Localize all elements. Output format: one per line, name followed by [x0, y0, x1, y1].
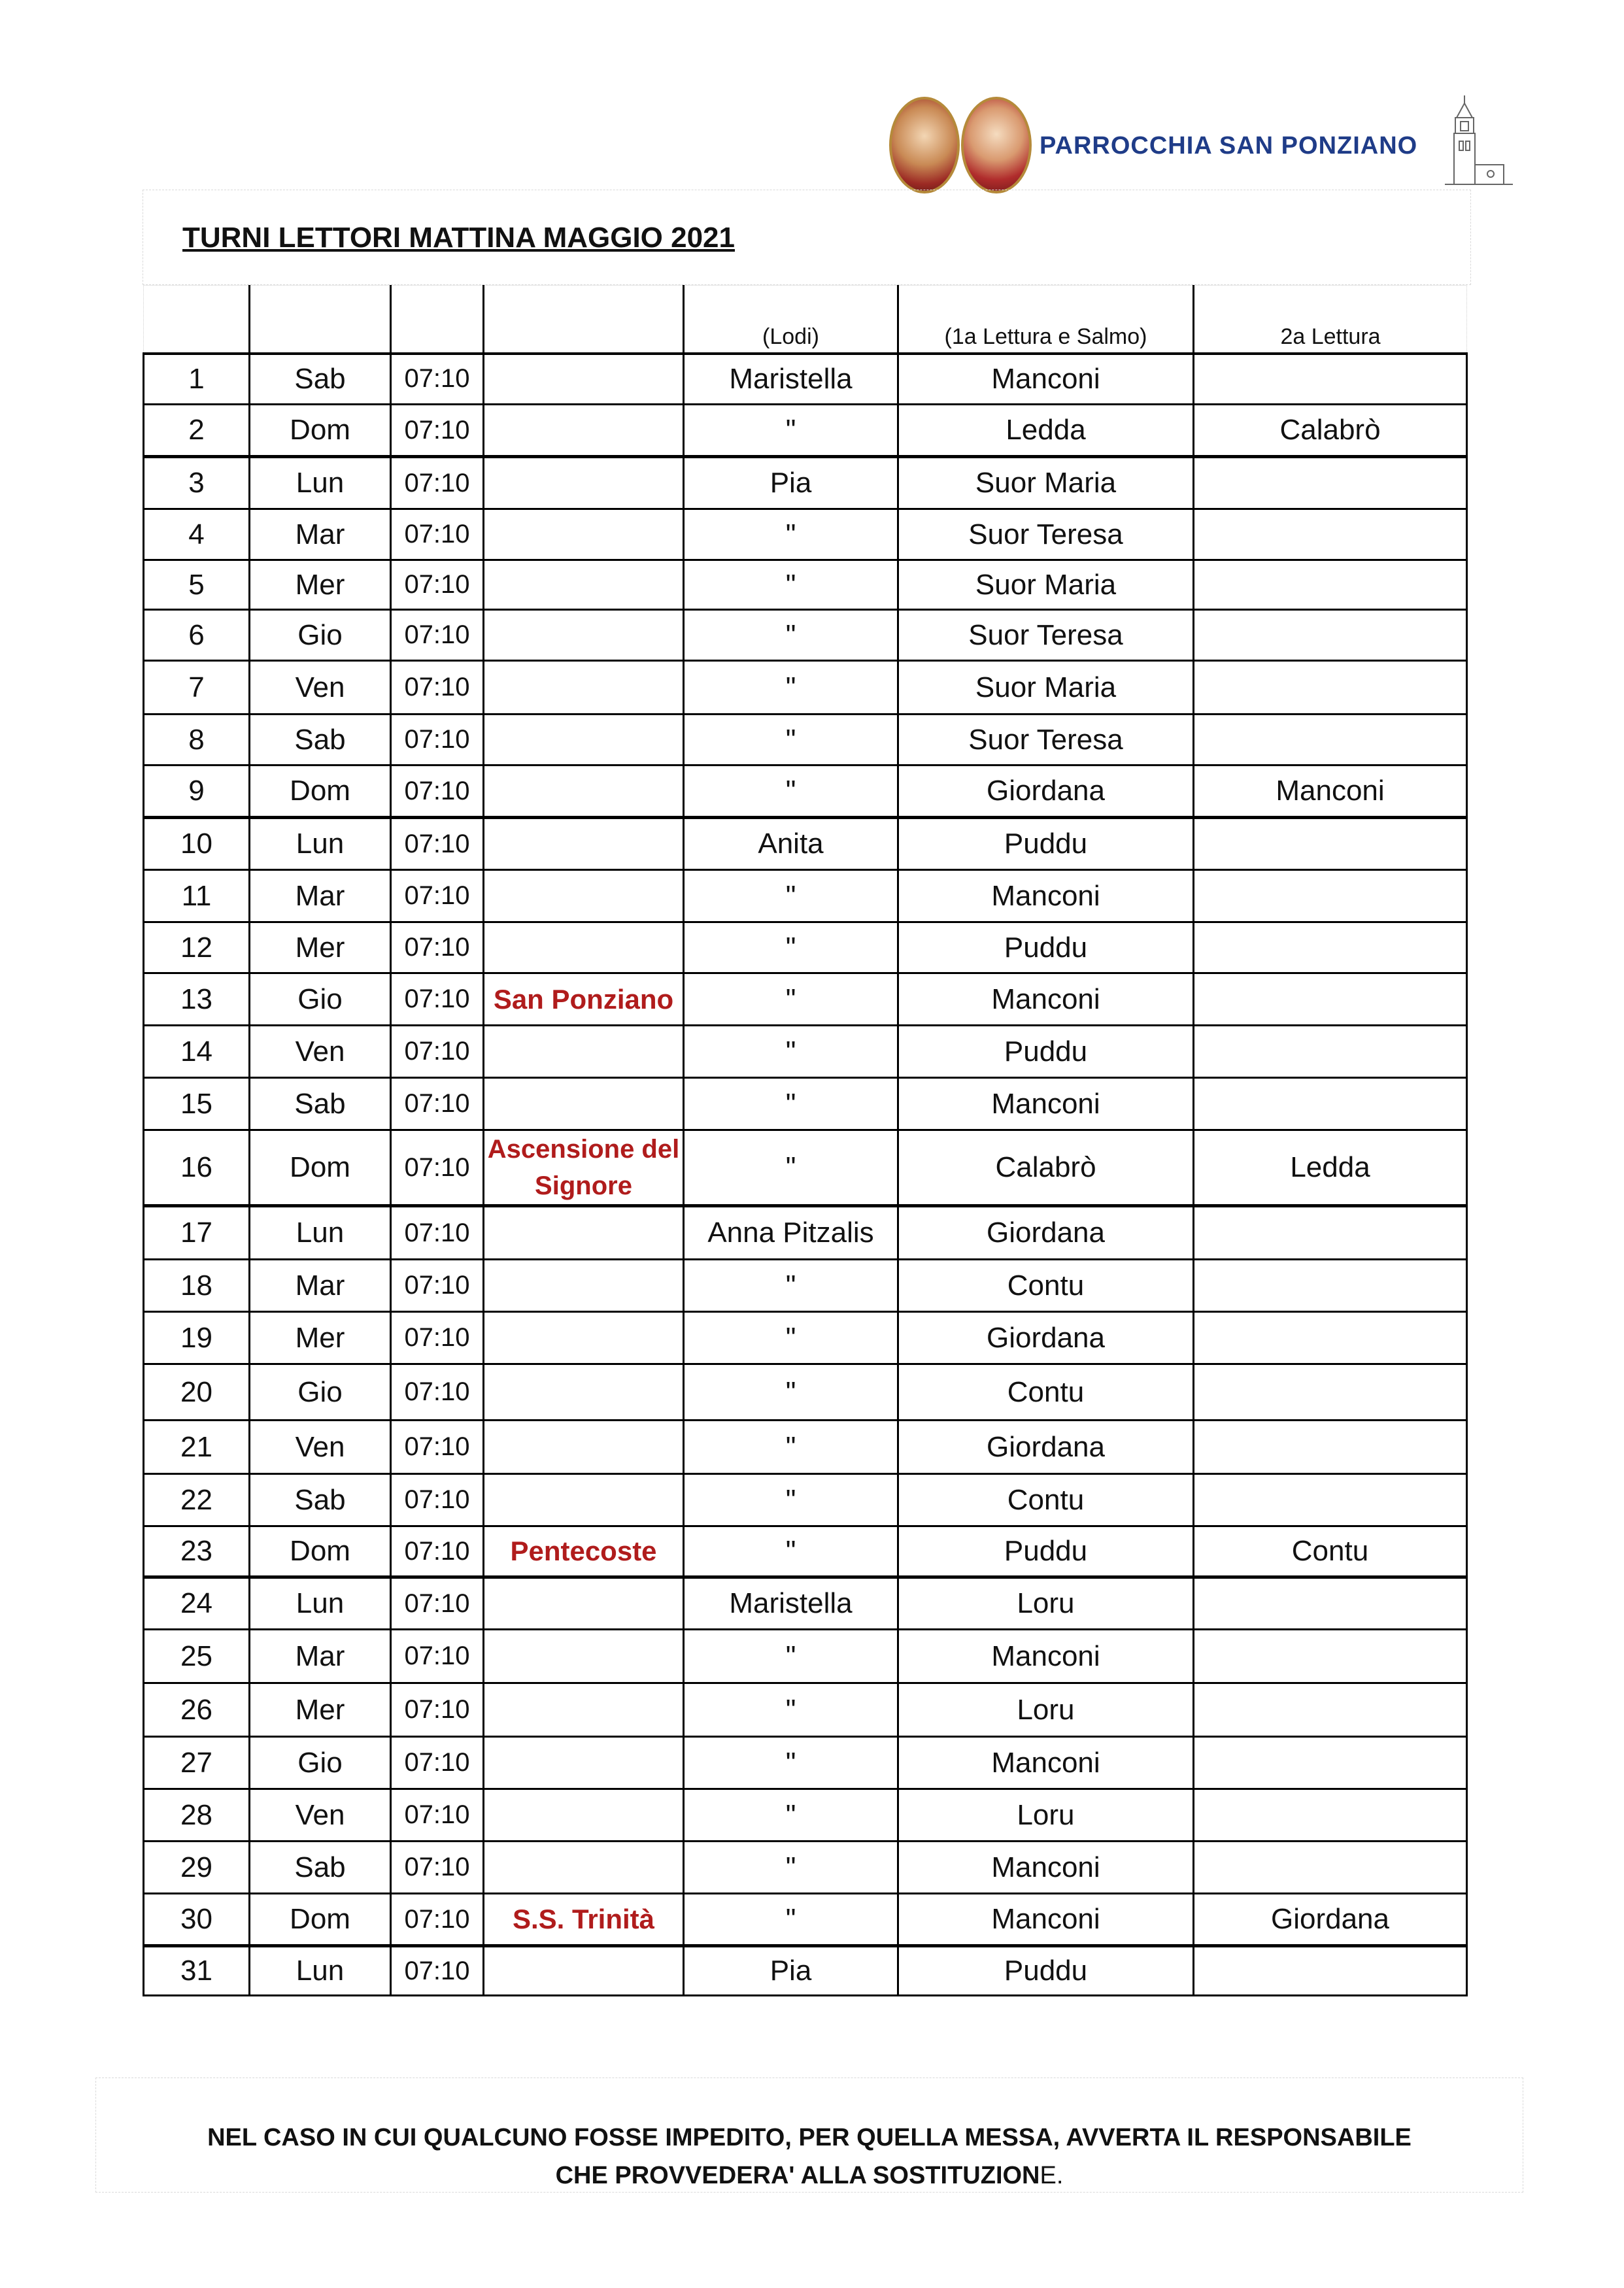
day-number: 15 — [144, 1078, 250, 1130]
lodi-reader: " — [684, 405, 898, 457]
feast-name — [484, 1630, 684, 1683]
day-number: 19 — [144, 1312, 250, 1364]
first-reading-reader: Loru — [898, 1577, 1194, 1630]
first-reading-reader: Manconi — [898, 973, 1194, 1026]
first-reading-reader: Loru — [898, 1789, 1194, 1842]
weekday: Ven — [250, 1026, 391, 1078]
lodi-reader: " — [684, 1737, 898, 1789]
second-reading-reader — [1194, 1364, 1467, 1421]
table-row — [144, 765, 1467, 818]
feast-name — [484, 765, 684, 818]
table-row — [144, 560, 1467, 610]
mass-time: 07:10 — [391, 509, 484, 560]
second-reading-reader — [1194, 715, 1467, 765]
lodi-reader: " — [684, 1260, 898, 1312]
column-header — [144, 286, 250, 354]
mass-time: 07:10 — [391, 1312, 484, 1364]
feast-name — [484, 1737, 684, 1789]
day-number: 29 — [144, 1842, 250, 1894]
lodi-reader: Anita — [684, 818, 898, 870]
mass-time: 07:10 — [391, 610, 484, 661]
weekday: Mer — [250, 1683, 391, 1737]
first-reading-reader: Suor Maria — [898, 457, 1194, 509]
mass-time: 07:10 — [391, 1737, 484, 1789]
feast-name — [484, 1683, 684, 1737]
second-reading-reader — [1194, 870, 1467, 922]
footer-note — [96, 2119, 1523, 2195]
lodi-reader: Pia — [684, 457, 898, 509]
lodi-reader: " — [684, 1364, 898, 1421]
weekday: Dom — [250, 405, 391, 457]
saint-medallion-icon — [961, 97, 1032, 193]
first-reading-reader: Suor Teresa — [898, 610, 1194, 661]
first-reading-reader: Giordana — [898, 1206, 1194, 1260]
lodi-reader: " — [684, 661, 898, 715]
bell-tower-icon — [1445, 92, 1517, 190]
weekday: Mar — [250, 509, 391, 560]
first-reading-reader: Suor Teresa — [898, 715, 1194, 765]
second-reading-reader — [1194, 973, 1467, 1026]
feast-name — [484, 354, 684, 405]
weekday: Lun — [250, 1577, 391, 1630]
feast-name — [484, 1946, 684, 1996]
day-number: 18 — [144, 1260, 250, 1312]
note-line-2: CHE PROVVEDERA' ALLA SOSTITUZION — [555, 2162, 1040, 2189]
note-line-2-tail: E. — [1040, 2162, 1064, 2189]
first-reading-reader: Calabrò — [898, 1130, 1194, 1206]
second-reading-reader: Giordana — [1194, 1894, 1467, 1946]
mass-time: 07:10 — [391, 1789, 484, 1842]
mass-time: 07:10 — [391, 1364, 484, 1421]
parish-name: PARROCCHIA SAN PONZIANO — [1040, 132, 1418, 160]
second-reading-reader: Contu — [1194, 1526, 1467, 1577]
first-reading-reader: Contu — [898, 1260, 1194, 1312]
feast-name — [484, 457, 684, 509]
weekday: Lun — [250, 457, 391, 509]
lodi-reader: " — [684, 1130, 898, 1206]
feast-name — [484, 870, 684, 922]
weekday: Mar — [250, 870, 391, 922]
feast-name — [484, 405, 684, 457]
table-row — [144, 1842, 1467, 1894]
mass-time: 07:10 — [391, 1206, 484, 1260]
day-number: 31 — [144, 1946, 250, 1996]
second-reading-reader — [1194, 457, 1467, 509]
feast-name — [484, 818, 684, 870]
feast-name — [484, 610, 684, 661]
weekday: Ven — [250, 1789, 391, 1842]
table-row — [144, 610, 1467, 661]
first-reading-reader: Manconi — [898, 1078, 1194, 1130]
mass-time: 07:10 — [391, 715, 484, 765]
day-number: 10 — [144, 818, 250, 870]
weekday: Ven — [250, 1421, 391, 1474]
day-number: 30 — [144, 1894, 250, 1946]
day-number: 5 — [144, 560, 250, 610]
second-reading-reader — [1194, 1421, 1467, 1474]
day-number: 23 — [144, 1526, 250, 1577]
column-header — [484, 286, 684, 354]
second-reading-reader — [1194, 922, 1467, 973]
mass-time: 07:10 — [391, 973, 484, 1026]
first-reading-reader: Puddu — [898, 922, 1194, 973]
table-row — [144, 1630, 1467, 1683]
mass-time: 07:10 — [391, 457, 484, 509]
mass-time: 07:10 — [391, 1078, 484, 1130]
saint-medallion-icon — [889, 97, 960, 193]
first-reading-reader: Manconi — [898, 1737, 1194, 1789]
feast-name — [484, 1577, 684, 1630]
feast-name — [484, 1260, 684, 1312]
weekday: Sab — [250, 715, 391, 765]
first-reading-reader: Puddu — [898, 1946, 1194, 1996]
table-row — [144, 1683, 1467, 1737]
feast-name — [484, 1078, 684, 1130]
mass-time: 07:10 — [391, 1130, 484, 1206]
mass-time: 07:10 — [391, 1577, 484, 1630]
mass-time: 07:10 — [391, 1683, 484, 1737]
title-box — [143, 190, 1471, 285]
feast-name — [484, 560, 684, 610]
column-header-lettura2: 2a Lettura — [1194, 286, 1467, 354]
first-reading-reader: Puddu — [898, 1026, 1194, 1078]
second-reading-reader — [1194, 1078, 1467, 1130]
mass-time: 07:10 — [391, 1526, 484, 1577]
weekday: Mer — [250, 1312, 391, 1364]
weekday: Dom — [250, 1130, 391, 1206]
table-row — [144, 973, 1467, 1026]
lodi-reader: Pia — [684, 1946, 898, 1996]
lodi-reader: " — [684, 1312, 898, 1364]
weekday: Sab — [250, 1474, 391, 1526]
table-row — [144, 922, 1467, 973]
day-number: 7 — [144, 661, 250, 715]
mass-time: 07:10 — [391, 560, 484, 610]
feast-name — [484, 1026, 684, 1078]
second-reading-reader — [1194, 610, 1467, 661]
second-reading-reader: Ledda — [1194, 1130, 1467, 1206]
table-row — [144, 1789, 1467, 1842]
weekday: Mer — [250, 922, 391, 973]
lodi-reader: " — [684, 1026, 898, 1078]
page-title: TURNI LETTORI MATTINA MAGGIO 2021 — [182, 222, 736, 254]
weekday: Lun — [250, 818, 391, 870]
lodi-reader: " — [684, 560, 898, 610]
lodi-reader: " — [684, 765, 898, 818]
lodi-reader: " — [684, 610, 898, 661]
feast-name — [484, 661, 684, 715]
day-number: 17 — [144, 1206, 250, 1260]
feast-name — [484, 1312, 684, 1364]
mass-time: 07:10 — [391, 1842, 484, 1894]
weekday: Gio — [250, 973, 391, 1026]
mass-time: 07:10 — [391, 354, 484, 405]
lodi-reader: " — [684, 715, 898, 765]
feast-name: S.S. Trinità — [484, 1894, 684, 1946]
second-reading-reader — [1194, 1737, 1467, 1789]
table-row — [144, 1946, 1467, 1996]
second-reading-reader — [1194, 1206, 1467, 1260]
second-reading-reader — [1194, 1260, 1467, 1312]
day-number: 28 — [144, 1789, 250, 1842]
lodi-reader: " — [684, 1078, 898, 1130]
day-number: 4 — [144, 509, 250, 560]
weekday: Gio — [250, 1364, 391, 1421]
table-row — [144, 457, 1467, 509]
table-row — [144, 1078, 1467, 1130]
second-reading-reader: Calabrò — [1194, 405, 1467, 457]
parish-logo — [889, 92, 1517, 196]
second-reading-reader — [1194, 1789, 1467, 1842]
second-reading-reader — [1194, 1474, 1467, 1526]
second-reading-reader — [1194, 1683, 1467, 1737]
column-header — [250, 286, 391, 354]
lodi-reader: " — [684, 1789, 898, 1842]
note-line-1: NEL CASO IN CUI QUALCUNO FOSSE IMPEDITO, PER QUELLA MESSA, AVVERTA IL RESPONSABILE — [207, 2124, 1412, 2151]
feast-name — [484, 1421, 684, 1474]
mass-time: 07:10 — [391, 405, 484, 457]
feast-name — [484, 1206, 684, 1260]
lodi-reader: " — [684, 1683, 898, 1737]
second-reading-reader — [1194, 354, 1467, 405]
mass-time: 07:10 — [391, 922, 484, 973]
day-number: 3 — [144, 457, 250, 509]
header-row — [144, 286, 1467, 354]
mass-time: 07:10 — [391, 765, 484, 818]
day-number: 1 — [144, 354, 250, 405]
feast-name: Ascensione del Signore — [484, 1130, 684, 1206]
mass-time: 07:10 — [391, 1026, 484, 1078]
weekday: Sab — [250, 1078, 391, 1130]
day-number: 9 — [144, 765, 250, 818]
first-reading-reader: Loru — [898, 1683, 1194, 1737]
mass-time: 07:10 — [391, 661, 484, 715]
lodi-reader: " — [684, 1474, 898, 1526]
lodi-reader: " — [684, 922, 898, 973]
second-reading-reader — [1194, 818, 1467, 870]
table-row — [144, 715, 1467, 765]
table-row — [144, 1260, 1467, 1312]
weekday: Sab — [250, 1842, 391, 1894]
weekday: Dom — [250, 1526, 391, 1577]
weekday: Ven — [250, 661, 391, 715]
lodi-reader: " — [684, 870, 898, 922]
lodi-reader: " — [684, 1842, 898, 1894]
day-number: 6 — [144, 610, 250, 661]
feast-name: San Ponziano — [484, 973, 684, 1026]
second-reading-reader — [1194, 1312, 1467, 1364]
first-reading-reader: Manconi — [898, 354, 1194, 405]
feast-name — [484, 509, 684, 560]
note-box — [95, 2078, 1523, 2193]
first-reading-reader: Giordana — [898, 765, 1194, 818]
weekday: Lun — [250, 1206, 391, 1260]
first-reading-reader: Contu — [898, 1474, 1194, 1526]
table-row — [144, 870, 1467, 922]
table-row — [144, 509, 1467, 560]
first-reading-reader: Puddu — [898, 1526, 1194, 1577]
table-row — [144, 1206, 1467, 1260]
table-row — [144, 1526, 1467, 1577]
first-reading-reader: Manconi — [898, 1842, 1194, 1894]
mass-time: 07:10 — [391, 818, 484, 870]
second-reading-reader — [1194, 1842, 1467, 1894]
weekday: Mer — [250, 560, 391, 610]
lodi-reader: " — [684, 1894, 898, 1946]
mass-time: 07:10 — [391, 1630, 484, 1683]
table-row — [144, 405, 1467, 457]
day-number: 14 — [144, 1026, 250, 1078]
feast-name — [484, 1474, 684, 1526]
feast-name — [484, 715, 684, 765]
table-row — [144, 1364, 1467, 1421]
mass-time: 07:10 — [391, 870, 484, 922]
table-row — [144, 1894, 1467, 1946]
day-number: 2 — [144, 405, 250, 457]
first-reading-reader: Manconi — [898, 870, 1194, 922]
first-reading-reader: Suor Maria — [898, 661, 1194, 715]
day-number: 27 — [144, 1737, 250, 1789]
table-row — [144, 661, 1467, 715]
day-number: 21 — [144, 1421, 250, 1474]
day-number: 24 — [144, 1577, 250, 1630]
weekday: Mar — [250, 1630, 391, 1683]
table-row — [144, 354, 1467, 405]
day-number: 13 — [144, 973, 250, 1026]
second-reading-reader — [1194, 1946, 1467, 1996]
day-number: 8 — [144, 715, 250, 765]
day-number: 11 — [144, 870, 250, 922]
day-number: 25 — [144, 1630, 250, 1683]
first-reading-reader: Manconi — [898, 1894, 1194, 1946]
column-header-lodi: (Lodi) — [684, 286, 898, 354]
weekday: Lun — [250, 1946, 391, 1996]
day-number: 12 — [144, 922, 250, 973]
lodi-reader: " — [684, 1526, 898, 1577]
schedule-table — [143, 285, 1468, 1996]
table-row — [144, 818, 1467, 870]
feast-name — [484, 1789, 684, 1842]
lodi-reader: " — [684, 973, 898, 1026]
first-reading-reader: Giordana — [898, 1312, 1194, 1364]
first-reading-reader: Giordana — [898, 1421, 1194, 1474]
weekday: Mar — [250, 1260, 391, 1312]
second-reading-reader — [1194, 1630, 1467, 1683]
lodi-reader: " — [684, 509, 898, 560]
feast-name: Pentecoste — [484, 1526, 684, 1577]
second-reading-reader — [1194, 509, 1467, 560]
column-header — [391, 286, 484, 354]
column-header-lettura1: (1a Lettura e Salmo) — [898, 286, 1194, 354]
second-reading-reader — [1194, 1026, 1467, 1078]
weekday: Gio — [250, 610, 391, 661]
first-reading-reader: Ledda — [898, 405, 1194, 457]
first-reading-reader: Suor Maria — [898, 560, 1194, 610]
table-row — [144, 1130, 1467, 1206]
first-reading-reader: Contu — [898, 1364, 1194, 1421]
second-reading-reader — [1194, 661, 1467, 715]
mass-time: 07:10 — [391, 1260, 484, 1312]
first-reading-reader: Puddu — [898, 818, 1194, 870]
second-reading-reader — [1194, 1577, 1467, 1630]
day-number: 22 — [144, 1474, 250, 1526]
mass-time: 07:10 — [391, 1946, 484, 1996]
table-row — [144, 1026, 1467, 1078]
lodi-reader: Maristella — [684, 354, 898, 405]
weekday: Sab — [250, 354, 391, 405]
table-row — [144, 1577, 1467, 1630]
lodi-reader: Maristella — [684, 1577, 898, 1630]
weekday: Dom — [250, 765, 391, 818]
lodi-reader: Anna Pitzalis — [684, 1206, 898, 1260]
first-reading-reader: Manconi — [898, 1630, 1194, 1683]
mass-time: 07:10 — [391, 1421, 484, 1474]
lodi-reader: " — [684, 1630, 898, 1683]
table-row — [144, 1474, 1467, 1526]
mass-time: 07:10 — [391, 1894, 484, 1946]
first-reading-reader: Suor Teresa — [898, 509, 1194, 560]
weekday: Gio — [250, 1737, 391, 1789]
day-number: 16 — [144, 1130, 250, 1206]
feast-name — [484, 1842, 684, 1894]
day-number: 26 — [144, 1683, 250, 1737]
day-number: 20 — [144, 1364, 250, 1421]
table-row — [144, 1737, 1467, 1789]
feast-name — [484, 922, 684, 973]
weekday: Dom — [250, 1894, 391, 1946]
lodi-reader: " — [684, 1421, 898, 1474]
second-reading-reader: Manconi — [1194, 765, 1467, 818]
table-row — [144, 1421, 1467, 1474]
mass-time: 07:10 — [391, 1474, 484, 1526]
table-row — [144, 1312, 1467, 1364]
second-reading-reader — [1194, 560, 1467, 610]
feast-name — [484, 1364, 684, 1421]
